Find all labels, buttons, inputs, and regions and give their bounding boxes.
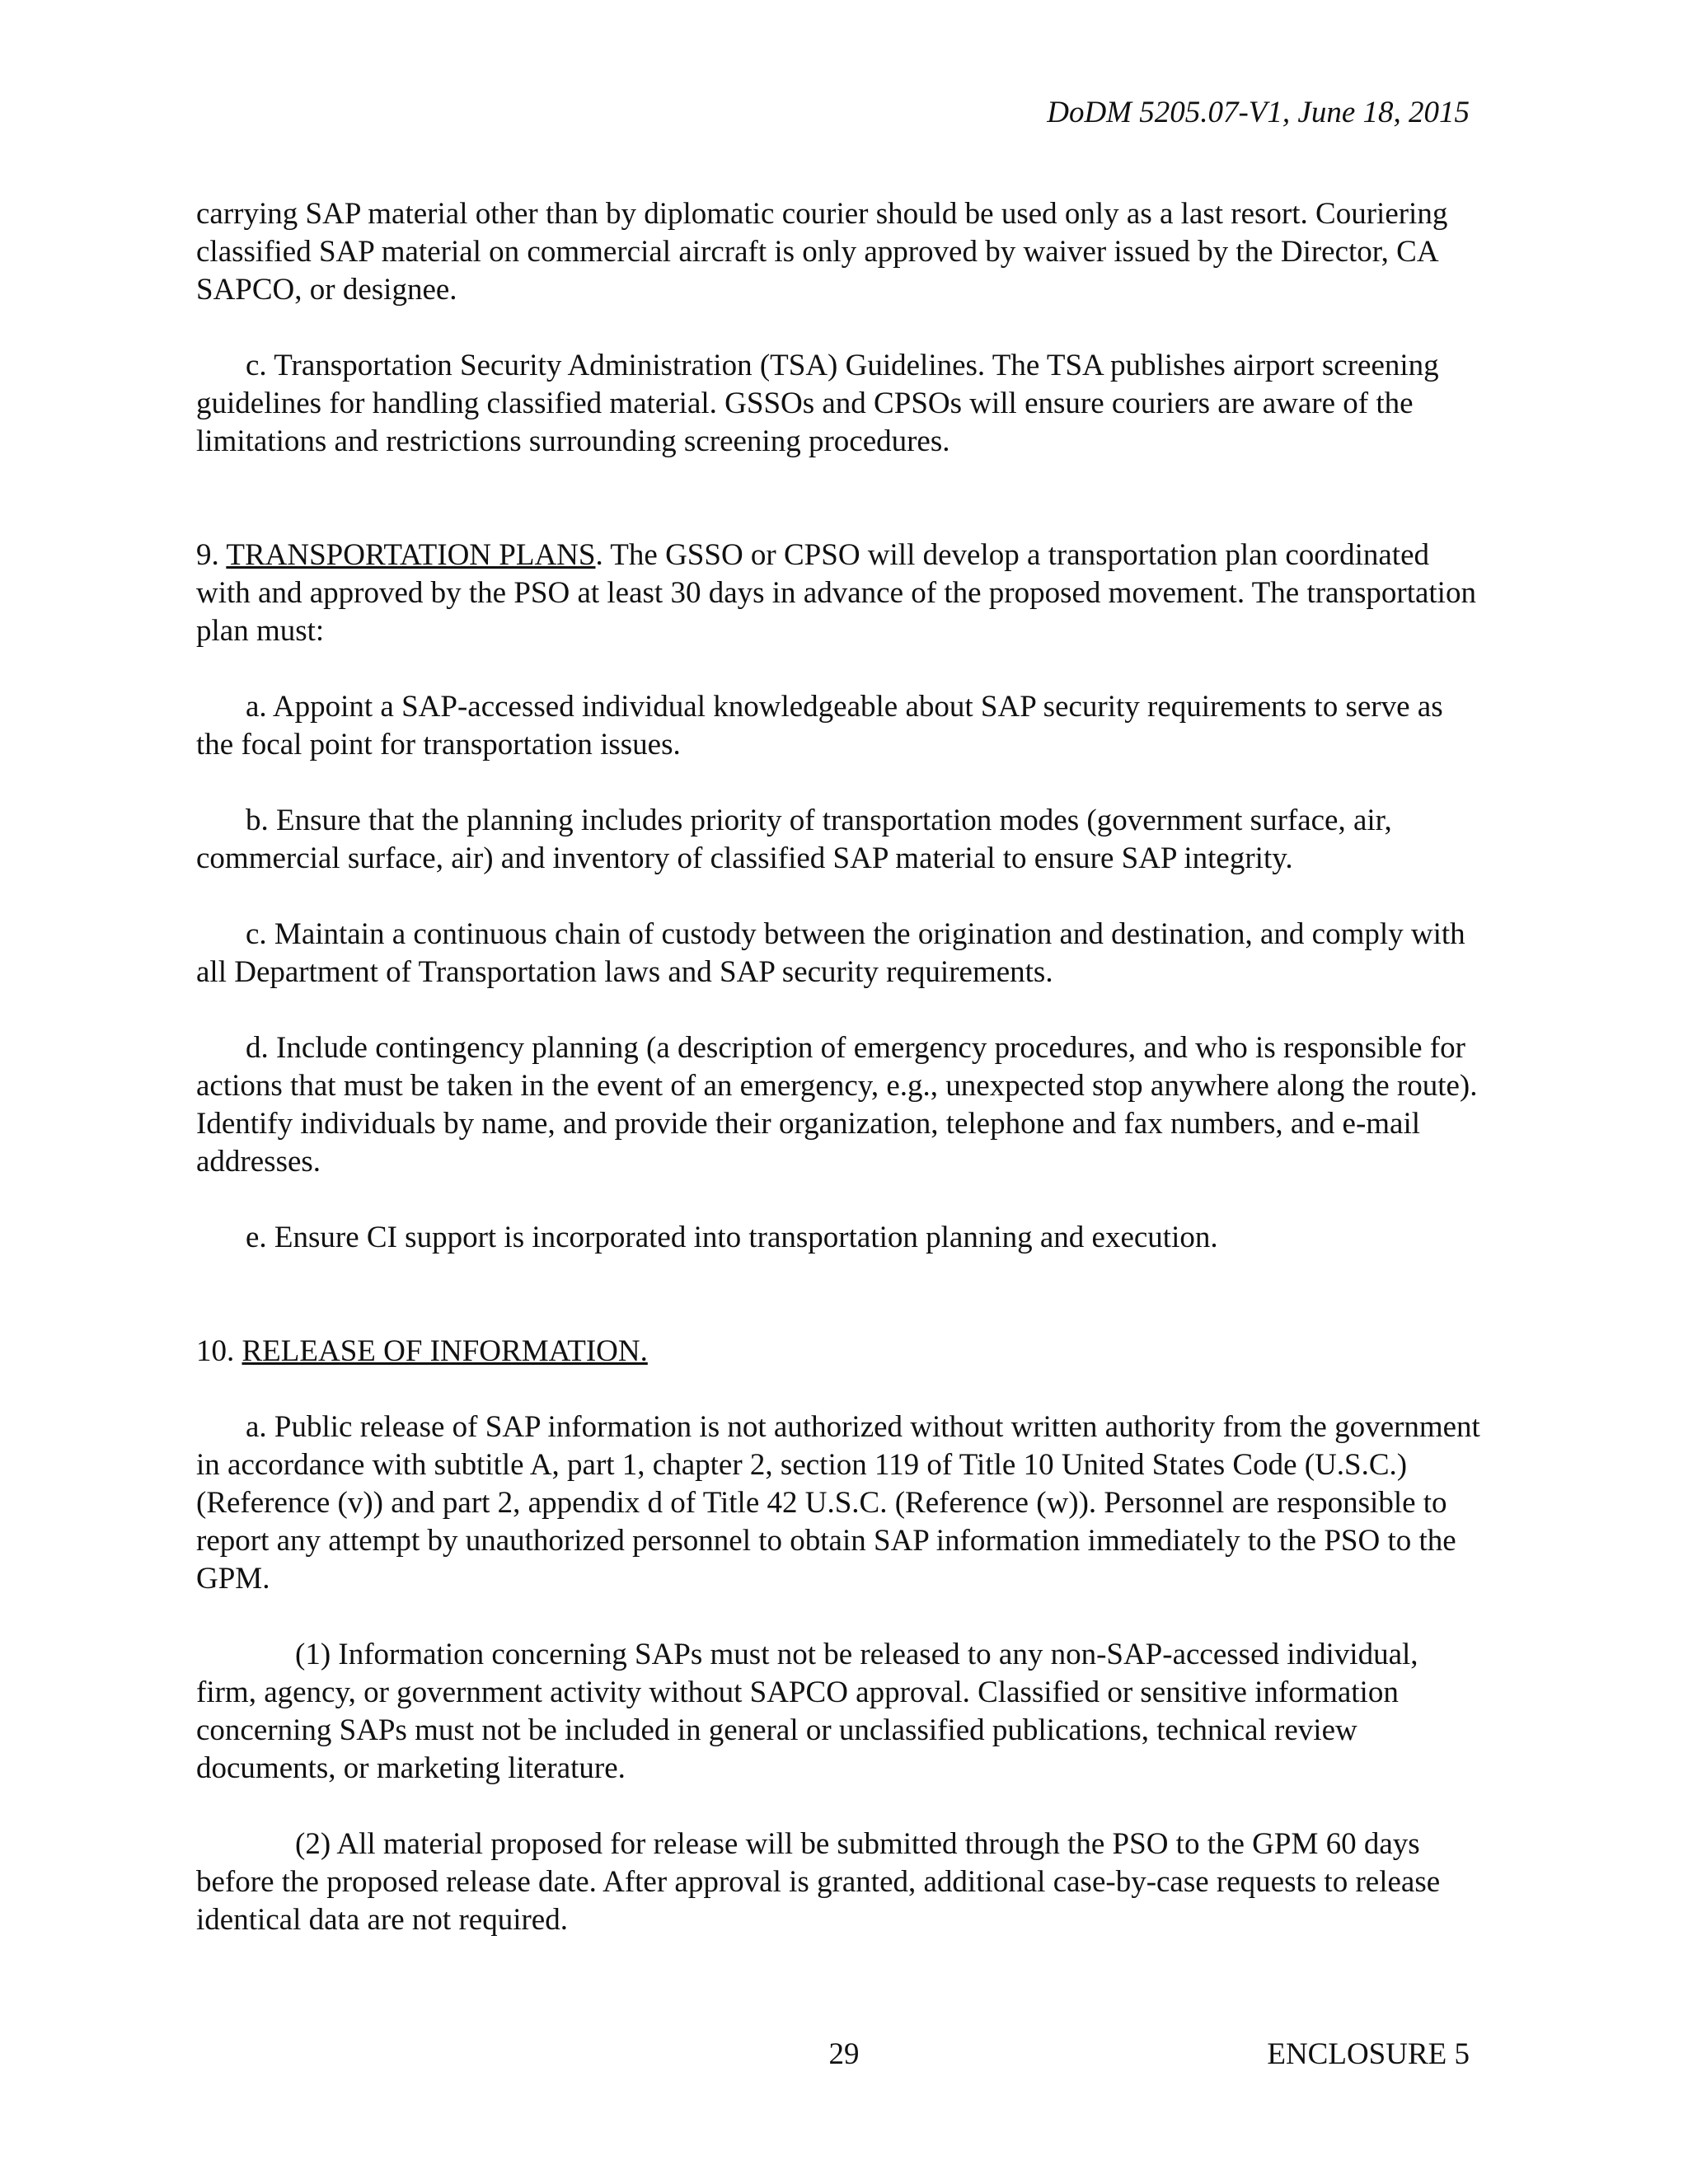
paragraph-9c: c. Maintain a continuous chain of custody between the origination and destination, and comply with all Department of Transportation laws and SAP security requirements. <box>196 917 1465 989</box>
page-number: 29 <box>828 2037 860 2071</box>
paragraph-continuation: carrying SAP material other than by diplomatic courier should be used only as a last resort. Couriering classified SAP material on commercial aircraft is only approved by waiver issued by the Director, CA SAPCO, or designee. <box>196 197 1448 307</box>
paragraph-9b: b. Ensure that the planning includes priority of transportation modes (government surface, air, commercial surface, air) and inventory of classified SAP material to ensure SAP integrity. <box>196 804 1392 875</box>
paragraph-10a2: (2) All material proposed for release will be submitted through the PSO to the GPM 60 days before the proposed release date. After approval is granted, additional case-by-case requests to release identical data are not required. <box>196 1827 1441 1937</box>
enclosure-label: ENCLOSURE 5 <box>1267 2037 1470 2071</box>
section-9-heading-paragraph <box>196 537 1482 650</box>
section-9-number: 9. <box>196 538 219 572</box>
paragraph-9a: a. Appoint a SAP-accessed individual knowledgeable about SAP security requirements to serve as the focal point for transportation issues. <box>196 690 1443 762</box>
section-10-heading <box>196 1333 1482 1371</box>
document-header: DoDM 5205.07-V1, June 18, 2015 <box>1047 96 1470 129</box>
paragraph-9d: d. Include contingency planning (a description of emergency procedures, and who is responsible for actions that must be taken in the event of an emergency, e.g., unexpected stop anywhere along the route). Identify individuals by name, and provide their organization, telephone and fax numbers, and e-mail addresses. <box>196 1031 1478 1179</box>
paragraph-10a1: (1) Information concerning SAPs must not be released to any non-SAP-accessed individual, firm, agency, or government activity without SAPCO approval. Classified or sensitive information concerning SAPs must not be included in general or unclassified publications, technical review documents, or marketing literature. <box>196 1638 1418 1785</box>
paragraph-8c-tsa-guidelines: c. Transportation Security Administration (TSA) Guidelines. The TSA publishes airport screening guidelines for handling classified material. GSSOs and CPSOs will ensure couriers are aware of the limitations and restrictions surrounding screening procedures. <box>196 349 1439 458</box>
section-9-intro: . The GSSO or CPSO will develop a transportation plan coordinated with and approved by the PSO at least 30 days in advance of the proposed movement. The transportation plan must: <box>196 538 1476 648</box>
paragraph-9e: e. Ensure CI support is incorporated into transportation planning and execution. <box>246 1221 1218 1254</box>
section-10-number: 10. <box>196 1334 235 1368</box>
section-10-title: RELEASE OF INFORMATION. <box>241 1334 648 1368</box>
paragraph-10a: a. Public release of SAP information is not authorized without written authority from the government in accordance with subtitle A, part 1, chapter 2, section 119 of Title 10 United States Code (U.S.C.) (Reference (v)) and part 2, appendix d of Title 42 U.S.C. (Reference (w)). Personnel are responsible to report any attempt by unauthorized personnel to obtain SAP information immediately to the PSO to the GPM. <box>196 1410 1480 1596</box>
document-body <box>196 195 1482 1977</box>
section-9-title: TRANSPORTATION PLANS <box>226 538 596 572</box>
